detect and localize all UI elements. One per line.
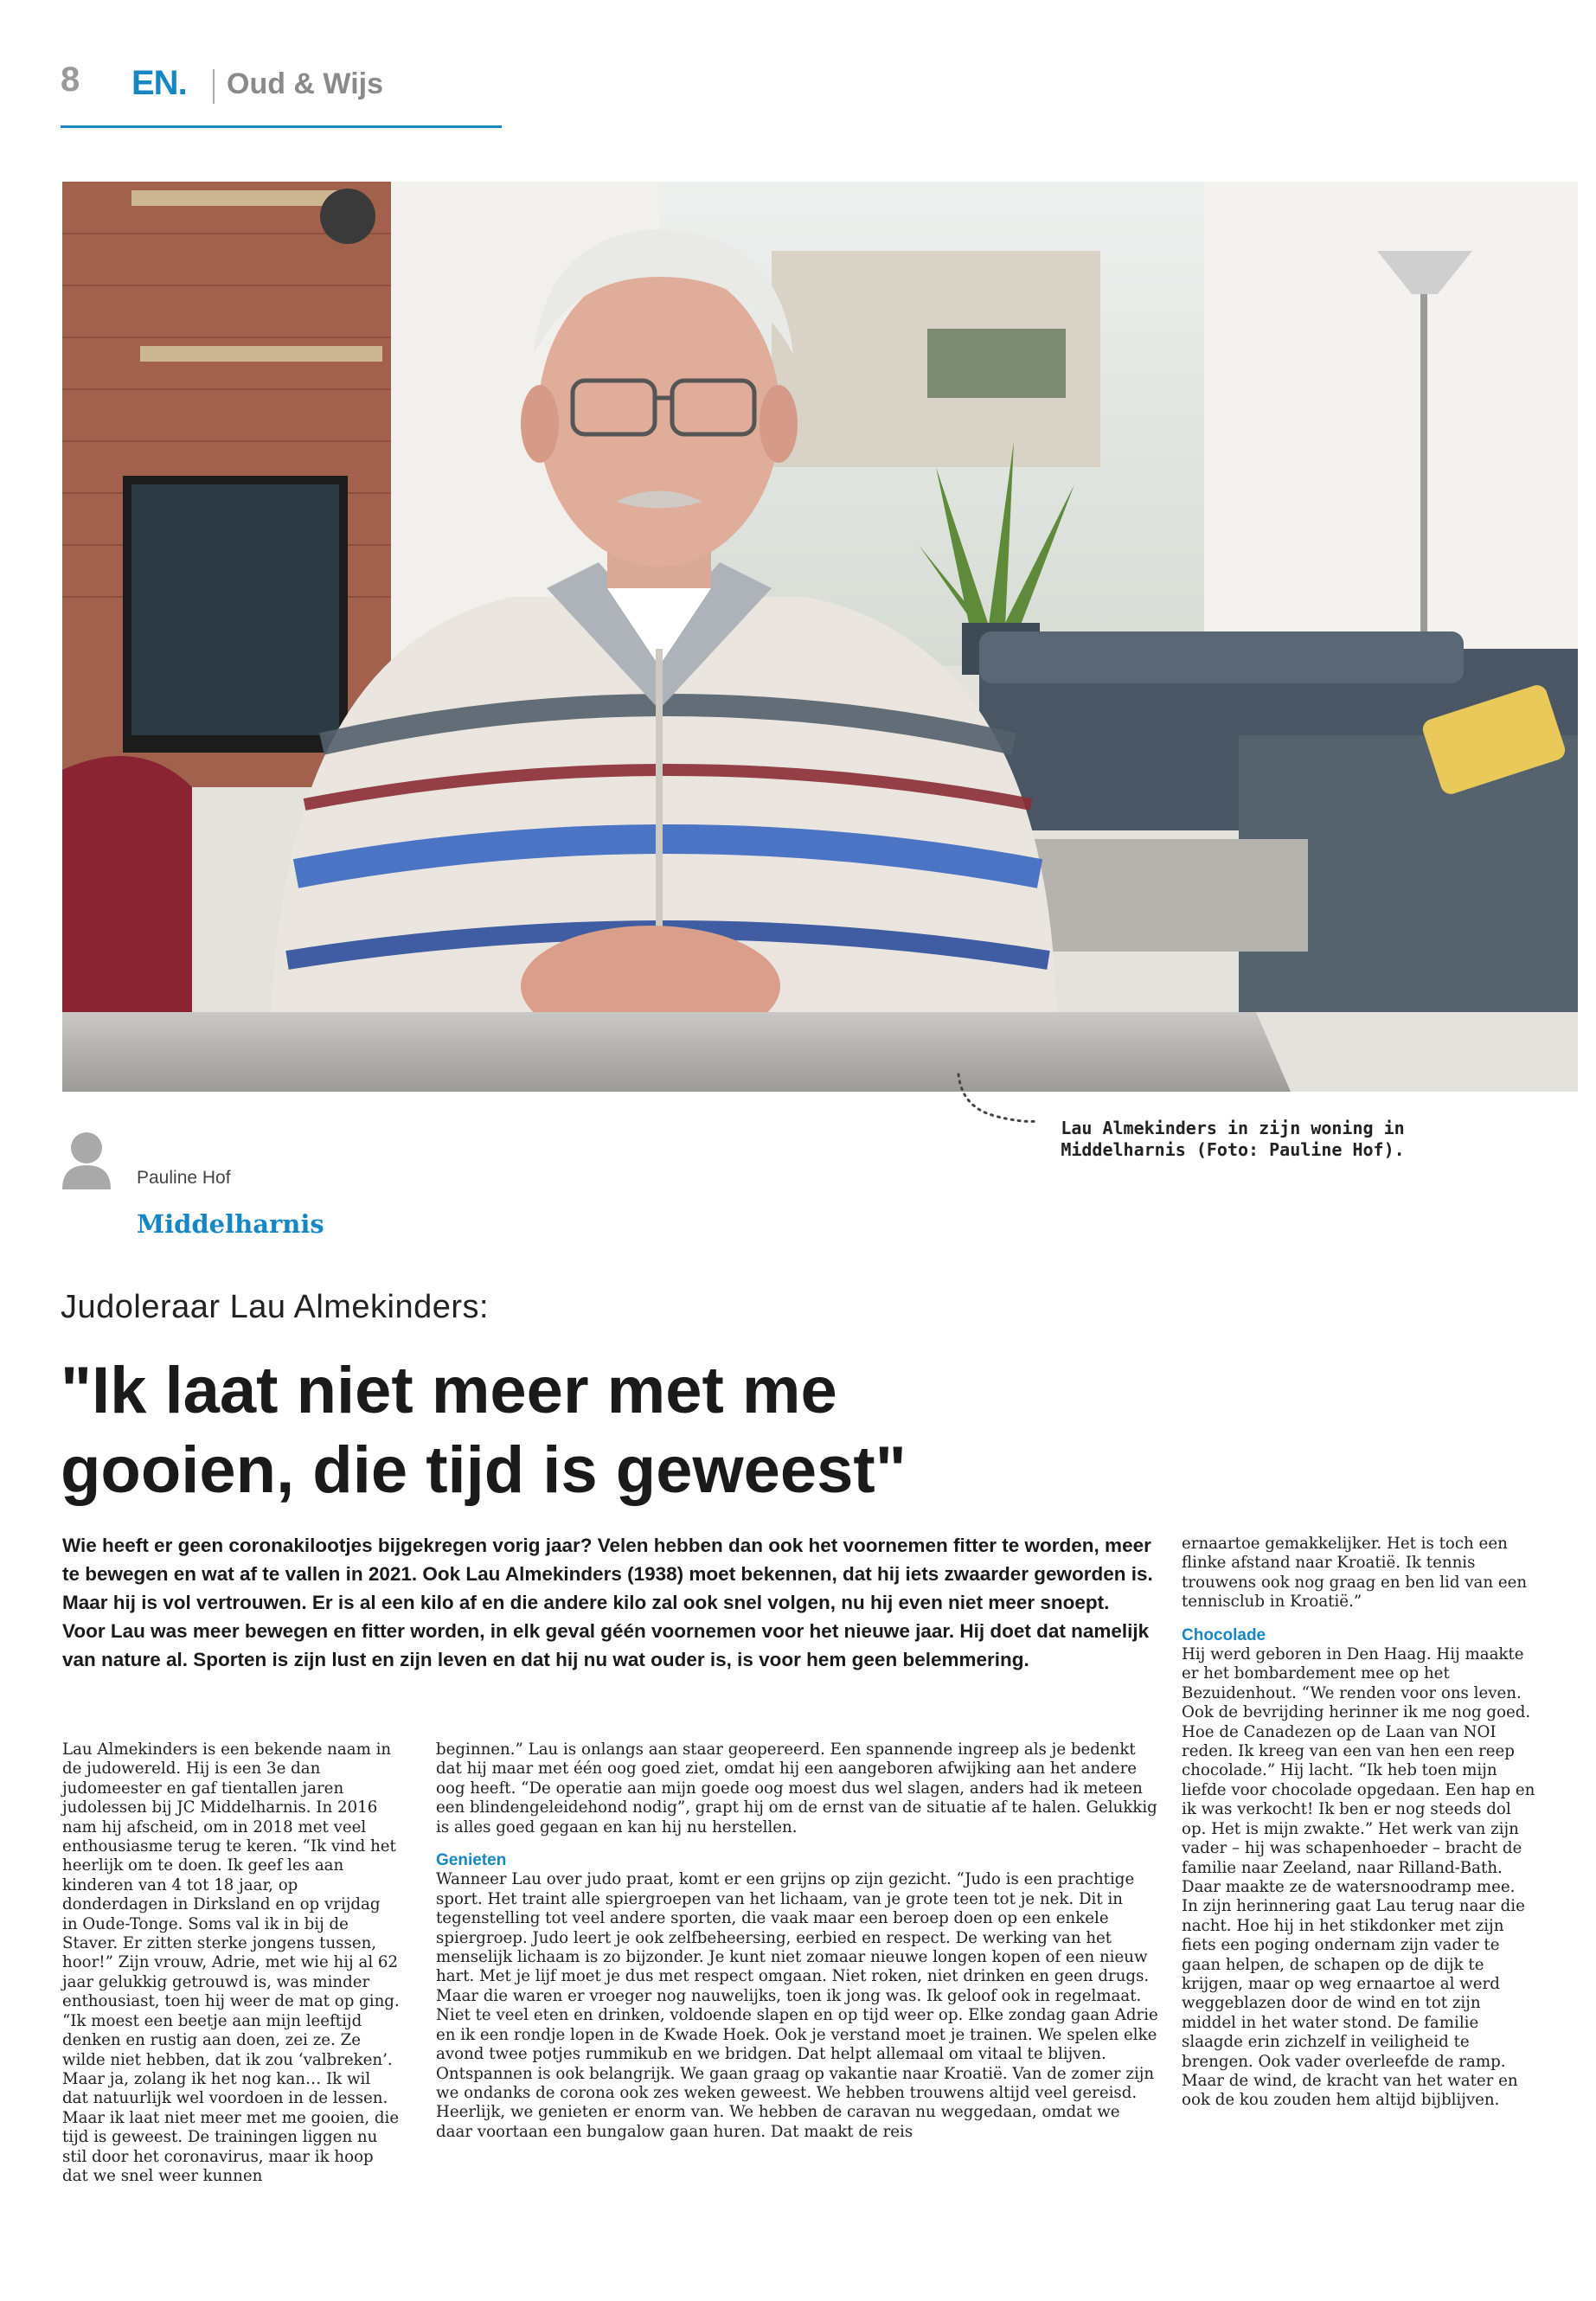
- section-title: Oud & Wijs: [227, 67, 384, 100]
- author-name: Pauline Hof: [137, 1168, 231, 1188]
- headline-line-1: "Ik laat niet meer met me: [61, 1354, 837, 1427]
- article-intro: Wie heeft er geen coronakilootjes bijgekregen vorig jaar? Velen hebben dan ook het voornemen fitter te worden, meer te bewegen en wat af te vallen in 2021. Ook Lau Almekinders (1938) moet bekennen, dat hij iets zwaarder geworden is. Maar hij is vol vertrouwen. Er is al een kilo af en die andere kilo zal ook snel volgen, nu hij even niet meer snoept. Voor Lau was meer bewegen en fitter worden, in elk geval géén voornemen voor het nieuwe jaar. Hij doet dat namelijk van nature al. Sporten is zijn lust en zijn leven en dat hij nu wat ouder is, is voor hem geen belemmering.: [62, 1535, 1153, 1670]
- article-photo: [62, 182, 1578, 1092]
- caption-line-2: Middelharnis (Foto: Pauline Hof).: [1061, 1139, 1405, 1160]
- body-column-3: [1182, 1535, 1536, 2111]
- header-rule: [61, 125, 502, 128]
- body-paragraph: Hij werd geboren in Den Haag. Hij maakte er het bombardement mee op het Bezuidenhout. “We renden voor ons leven. Ook de bevrijding herinner ik me nog goed. Hoe de Canadezen op de Laan van NOI reden. Ik kreeg van een van hen een reep chocolade.” Hij lacht. “Ik heb toen mijn liefde voor chocolade opgedaan. Een hap en ik was verkocht! Ik ben er nog steeds dol op. Het is mijn zwakte.” Het werk van zijn vader – hij was schapenhoeder – bracht de familie naar Zeeland, naar Rilland-Bath. Daar maakte ze de watersnoodramp mee. In zijn herinnering gaat Lau terug naar die nacht. Hoe hij in het stikdonker met zijn fiets een poging ondernam zijn vader te gaan helpen, de schapen op de dijk te krijgen, maar op weg ernaartoe al werd weggeblazen door de wind en tot zijn middel in het water stond. De familie slaagde erin zichzelf in veiligheid te brengen. Ook vader overleefde de ramp. Maar de wind, de kracht van het water en ook de kou zouden hem altijd bijblijven.: [1182, 1645, 1535, 2110]
- publication-logo[interactable]: EN.: [131, 64, 187, 102]
- dateline-location: Middelharnis: [137, 1209, 324, 1239]
- caption-line-1: Lau Almekinders in zijn woning in: [1061, 1118, 1405, 1138]
- body-column-1: [62, 1740, 400, 2186]
- body-paragraph: ernaartoe gemakkelijker. Het is toch een flinke afstand naar Kroatië. Ik tennis trouwens ook nog graag en ben lid van een tennisclub in Kroatië.”: [1182, 1535, 1528, 1612]
- subheading-chocolade: Chocolade: [1182, 1625, 1266, 1644]
- article-kicker: Judoleraar Lau Almekinders:: [61, 1289, 490, 1325]
- body-column-2: [436, 1740, 1158, 2142]
- body-paragraph: Lau Almekinders is een bekende naam in de judowereld. Hij is een 3e dan judomeester en gaf tientallen jaren judolessen bij JC Middelharnis. In 2016 nam hij afscheid, om in 2018 met veel enthousiasme terug te keren. “Ik vind het heerlijk om te doen. Ik geef les aan kinderen van 4 tot 18 jaar, op donderdagen in Dirksland en op vrijdag in Oude-Tonge. Soms val ik in bij de Staver. Er zitten sterke jongens tussen, hoor!” Zijn vrouw, Adrie, met wie hij al 62 jaar gelukkig getrouwd is, was minder enthousiast, toen hij weer de mat op ging. “Ik moest een beetje aan mijn leeftijd denken en rustig aan doen, zei ze. Ze wilde niet hebben, dat ik zou ‘valbreken’. Maar ja, zolang ik het nog kan… Ik wil dat natuurlijk wel voordoen in de lessen. Maar ik laat niet meer met me gooien, die tijd is geweest. De trainingen liggen nu stil door het coronavirus, maar ik hoop dat we snel weer kunnen: [62, 1740, 400, 2185]
- body-paragraph: beginnen.” Lau is onlangs aan staar geopereerd. Een spannende ingreep als je bedenkt dat hij maar met één oog goed ziet, omdat hij een aangeboren afwijking aan het andere oog heeft. “De operatie aan mijn goede oog moest dus wel slagen, anders had ik meteen een blindengeleidehond nodig”, grapt hij om de ernst van de situatie af te halen. Gelukkig is alles goed gegaan en kan hij nu herstellen.: [436, 1740, 1157, 1836]
- author-avatar-icon: [61, 1129, 112, 1189]
- body-paragraph: Wanneer Lau over judo praat, komt er een grijns op zijn gezicht. “Judo is een prachtige sport. Het traint alle spiergroepen van het lichaam, van je grote teen tot je nek. Dit in tegenstelling tot veel andere sporten, die vaak maar een beroep doen op een enkele spiergroep. Judo leert je ook zelfbeheersing, eerbied en respect. De werking van het menselijk lichaam is zo bijzonder. Je kunt niet zomaar nieuwe longen kopen of een nieuw hart. Met je lijf moet je dus met respect omgaan. Niet roken, niet drinken en geen drugs. Maar die waren er vroeger nog nauwelijks, toen ik jong was. Ik geloof ook in regelmaat. Niet te veel eten en drinken, voldoende slapen en op tijd weer op. Elke zondag gaan Adrie en ik een rondje lopen in de Kwade Hoek. Ook je verstand moet je trainen. We spelen elke avond twee potjes rummikub en we bridgen. Dat helpt allemaal om vitaal te blijven. Ontspannen is ook belangrijk. We gaan graag op vakantie naar Kroatië. Van de zomer zijn we ondanks de corona ook zes weken geweest. We hebben trouwens altijd veel gereisd. Heerlijk, we genieten er enorm van. We hebben de caravan nu weggedaan, omdat we daar voortaan een bungalow gaan huren. Dat maakt de reis: [436, 1870, 1158, 2141]
- header-divider: [213, 69, 215, 104]
- article-headline: [61, 1351, 1133, 1510]
- photo-caption: [1042, 1118, 1423, 1161]
- caption-pointer: [952, 1073, 1047, 1133]
- headline-line-2: gooien, die tijd is geweest": [61, 1433, 907, 1507]
- page-number: 8: [61, 61, 80, 99]
- subheading-genieten: Genieten: [436, 1851, 507, 1870]
